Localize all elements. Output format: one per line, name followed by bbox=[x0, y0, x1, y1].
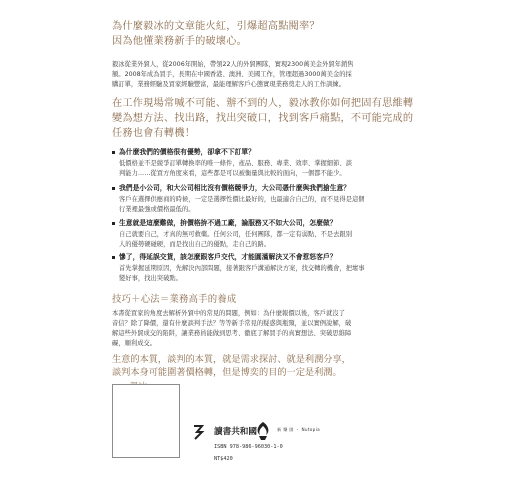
isbn: ISBN 978-986-96030-1-0 bbox=[214, 444, 283, 450]
intro-line-1: 毅冰從業外貿人，從2006年開始，帶領22人的外貿團隊，實現2300萬美金外貿年銷售 bbox=[112, 61, 354, 68]
question-4: 慘了，得延誤交貨，該怎麼跟客戶交代，才能圓滿解決又不會惹怒客戶？ bbox=[119, 253, 337, 261]
partner-name: 新 樂 園 ・ Nutopia bbox=[277, 427, 320, 432]
headline-line-2: 因為他懂業務新手的破壞心。 bbox=[112, 36, 248, 47]
lead-line-1: 在工作現場常喊不可能、辦不到的人，毅冰教你如何把固有思維轉 bbox=[112, 98, 414, 109]
section-title: 技巧＋心法＝業務高手的養成 bbox=[112, 294, 237, 305]
bullet-icon bbox=[112, 187, 115, 190]
section-body-line-2: 音信？除了降價，還有什麼談判手法？等等新手常見的疑惑與瓶頸，並以實例說解，破 bbox=[112, 320, 352, 327]
intro-line-3: 購訂單，業務經驗及買家經驗豐富，最能理解客戶心態實現業務奠走人的工作訓練。 bbox=[112, 81, 345, 88]
section-body-line-3: 解這些外貿成交的陷阱，讓業務員能做到思考、徹底了解買手的真實想法、突破思維障 bbox=[112, 330, 352, 337]
lead-line-3: 任務也會有轉機！ bbox=[112, 128, 196, 139]
headline-line-1: 為什麼毅冰的文章能火紅，引爆超高點閱率？ bbox=[112, 21, 320, 32]
bullet-icon bbox=[112, 256, 115, 259]
barcode-box bbox=[112, 384, 180, 458]
price: NT$420 bbox=[214, 456, 233, 462]
bullet-icon bbox=[112, 222, 115, 225]
publisher-logo-icon bbox=[191, 423, 207, 441]
partner-logo-icon bbox=[253, 420, 273, 442]
answer-2-line-2: 行業裡最強或價格最低的。 bbox=[119, 206, 195, 213]
question-1: 為什麼我們的價格很有優勢，卻拿不下訂單？ bbox=[119, 148, 255, 156]
answer-1-line-1: 低價格並不是競爭訂單轉換率的唯一條件，產品、服務、專業、效率、掌握細節、談 bbox=[119, 160, 352, 167]
answer-2-line-1: 客戶在選擇供應商的時候，一定是選擇性價比最好的，也最適合自己的，而不見得是這個 bbox=[119, 196, 365, 203]
answer-4-line-1: 首先掌握延期原因，先解決內部問題，接著跟客戶溝通解決方案，找交轉的機會，把壞事 bbox=[119, 265, 365, 272]
answer-3-line-1: 自己就要自己，才真的無可救藥。任何公司，任何團隊，都一定有弱點，不是去跟別 bbox=[119, 231, 352, 238]
answer-1-line-2: 判能力……從買方角度來看，這些都是可以被衡量與比較的面向，一個都不能少。 bbox=[119, 170, 346, 177]
answer-3-line-2: 人的優勢硬碰硬，而是找出自己的優點，走自己的路。 bbox=[119, 241, 271, 248]
publisher-name: 讀書共和國 bbox=[214, 427, 257, 437]
closing-line-1: 生意的本質，談判的本質，就是需求探討、就是利潤分享， bbox=[112, 354, 351, 365]
lead-line-2: 變為想方法、找出路，找出突破口，找到客戶痛點，不可能完成的 bbox=[112, 113, 414, 124]
answer-4-line-2: 變好事，找出突破點。 bbox=[119, 275, 182, 282]
section-body-line-4: 礙，順利成交。 bbox=[112, 340, 157, 347]
intro-line-2: 額。2008年成為買手，長期在中國香港、澳洲、美國工作，管理超過3000萬美金的採 bbox=[112, 71, 352, 78]
bullet-icon bbox=[112, 151, 115, 154]
closing-line-2: 談判本身可能圍著價格轉，但是博奕的目的一定是利潤。 bbox=[112, 367, 342, 378]
section-body-line-1: 本書從買家的角度去解析外貿中的常見的問題，例如：為什麼報價以後，客戶就沒了 bbox=[112, 310, 345, 317]
question-2: 我們是小公司，和大公司相比沒有價格競爭力，大公司憑什麼與我們搶生意？ bbox=[119, 184, 351, 192]
question-3: 生意就是這麼難做，拚價格拚不過工廠，論服務又不如大公司，怎麼做？ bbox=[119, 219, 337, 227]
